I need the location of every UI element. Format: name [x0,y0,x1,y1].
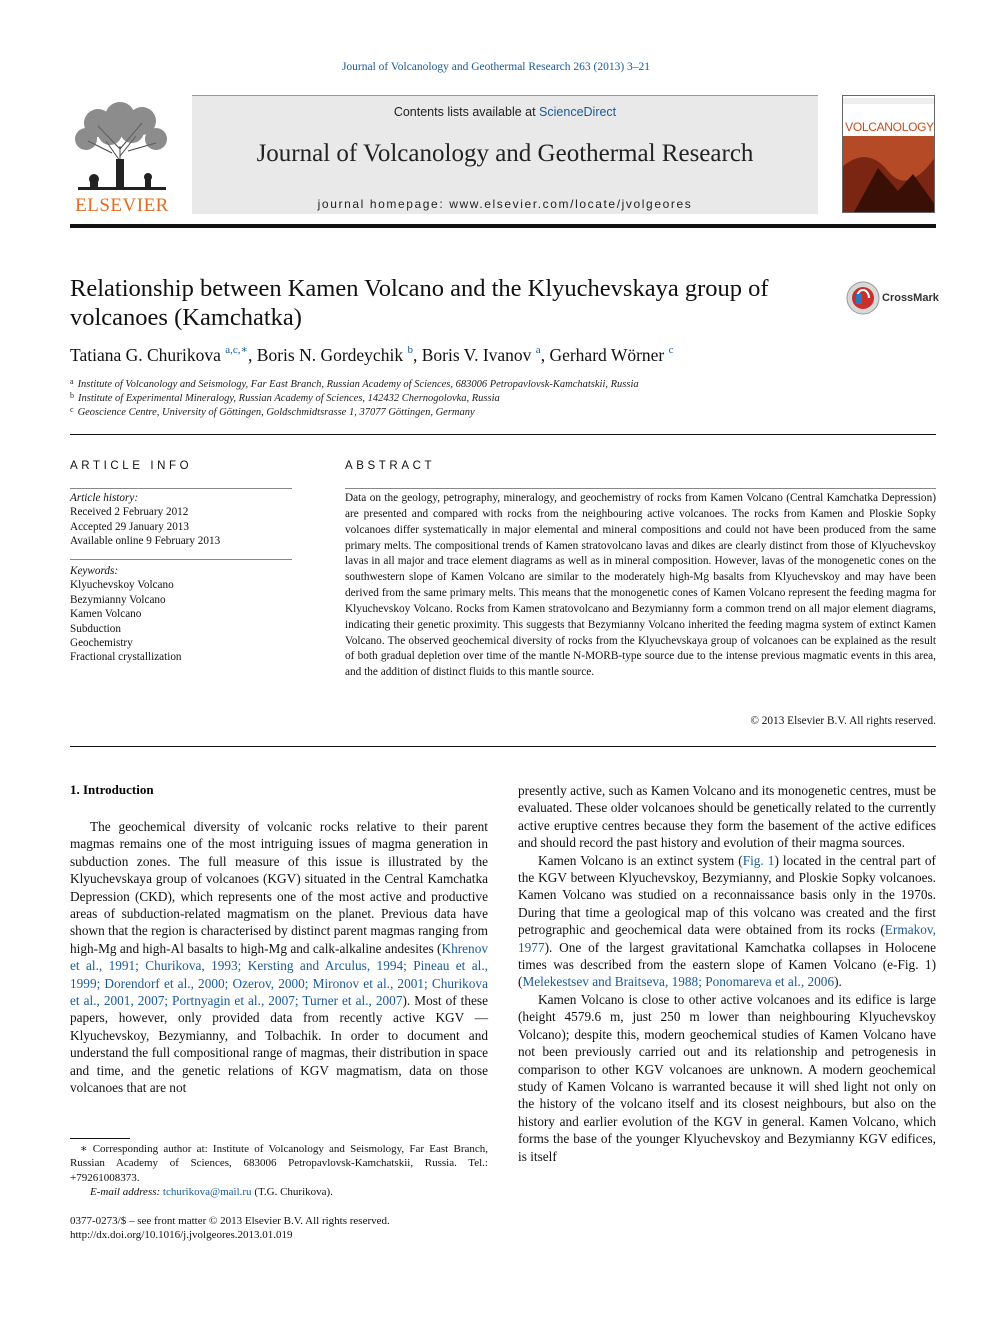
affiliation-marker: c [70,405,74,414]
affiliation-marker: b [70,391,74,400]
author-affiliation-marker[interactable]: a,c,∗ [225,344,249,356]
paragraph-text: ). One of the largest gravitational Kamchatka collapses in Holocene times was described from the eastern slope of Kamen Volcano (e-Fig. 1) ( [518,939,936,990]
keyword-item: Kamen Volcano [70,608,142,621]
affiliation-marker: a [70,377,74,386]
affiliation-text: Institute of Experimental Mineralogy, Russian Academy of Sciences, 142432 Chernogolovka, Russia [78,393,500,404]
article-info-divider [70,488,292,489]
intro-paragraph [70,818,488,1097]
keyword-item: Geochemistry [70,637,133,650]
article-info-heading: ARTICLE INFO [70,460,193,472]
intro-right-column [518,782,936,1165]
history-accepted: Accepted 29 January 2013 [70,520,189,533]
abstract-text: Data on the geology, petrography, mineralogy, and geochemistry of rocks from Kamen Volcano (Central Kamchatka Depression) are presented and compared with rocks from the neighbouring active volcanoes. The rocks from Kamen and Ploskie Sopky volcanoes differ systematically in major elemental and mineral compositions and could not have been produced from the same primary melts. The compositional trends of Kamen stratovolcano lavas and dikes are clearly distinct from those of Klyuchevskoy lavas in all major and trace element diagrams as well as in mineral composition. However, lavas of the monogenetic cones on the southwestern slope of Kamen Volcano are similar to the moderately high-Mg basalts from Klyuchevskoy and may have been derived from the same primary melts. This means that the monogenetic cones of Kamen Volcano represent the feeding magma for Klyuchevskoy Volcano. Rocks from Kamen stratovolcano and Bezymianny form a common trend on all major element diagrams, indicating their genetic proximity. This suggests that Bezymianny Volcano inherited the feeding magma system of extinct Kamen Volcano. The observed geochemical diversity of rocks from the Klyuchevskaya group of volcanoes can be explained as the result of both gradual depletion over time of the mantle N-MORB-type source due to the intense previous magmatic events in this area, and the addition of distinct fluids to this mantle source. [345,492,936,679]
affiliation-b [70,391,936,404]
doi-link[interactable]: http://dx.doi.org/10.1016/j.jvolgeores.2013.01.019 [70,1229,293,1241]
footnote-rule [70,1138,130,1139]
elsevier-wordmark: ELSEVIER [75,195,169,216]
contents-prefix: Contents lists available at [393,105,540,119]
abstract-heading: ABSTRACT [345,460,436,472]
affiliation-c [70,405,936,418]
journal-cover-thumbnail[interactable] [842,95,935,213]
author-name[interactable]: Boris V. Ivanov [421,345,532,365]
history-label: Article history: [70,492,139,504]
keywords-divider [70,559,292,560]
abstract-copyright: © 2013 Elsevier B.V. All rights reserved. [750,715,936,727]
paragraph-text: ) located in the central part of the KGV between Klyuchevskoy, Bezymianny, and Ploskie Sopky volcanoes. Kamen Volcano was studied on a reconnaissance basis only in the 1970s. During that time a geological map of this volcano was created and the first petrographic and geochemical data were obtained from its rocks ( [518,852,936,938]
journal-title: Journal of Volcanology and Geothermal Research [256,140,754,167]
keywords-label: Keywords: [70,565,119,577]
email-label: E-mail address: [90,1185,161,1198]
keyword-item: Subduction [70,622,121,635]
email-suffix: (T.G. Churikova). [251,1185,333,1198]
author-list: Tatiana G. Churikova $^{a,c,∗}$, Boris N. Gordeychik $^b$, Boris V. Ivanov $^a$, Gerhard Wörner $^c$ [70,344,674,365]
cover-title: VOLCANOLOGY [845,120,934,134]
history-received: Received 2 February 2012 [70,506,189,519]
author-name[interactable]: Tatiana G. Churikova [70,345,221,365]
author-name[interactable]: Gerhard Wörner [549,345,665,365]
journal-reference-link[interactable]: Journal of Volcanology and Geothermal Research 263 (2013) 3–21 [341,61,651,73]
front-matter-note: 0377-0273/$ – see front matter © 2013 Elsevier B.V. All rights reserved. [70,1215,390,1227]
intro-left-column [70,818,488,1097]
section-heading-introduction: 1. Introduction [70,782,154,797]
crossmark-label[interactable]: CrossMark [882,292,939,304]
history-online: Available online 9 February 2013 [70,535,221,548]
author-name[interactable]: Boris N. Gordeychik [256,345,404,365]
author-affiliation-marker[interactable]: b [407,344,413,356]
email-link[interactable]: tchurikova@mail.ru [162,1185,252,1198]
paragraph-text: ). Most of these papers, however, only provided data from recently active KGV — Klyuchevskoy, Bezymianny, and Tolbachik. In order to document and understand the full compositional range of magmas, their distribution in space and time, and the genetic relations of KGV magmatism, data on those volcanoes that are not [70,993,488,1096]
footnote-text: ∗ Corresponding author at: Institute of Volcanology and Seismology, Far East Branch, Russian Academy of Sciences, 683006 Petropavlovsk-Kamchatskii, Russia. Tel.: +79261008373. [70,1143,488,1184]
journal-homepage[interactable]: journal homepage: www.elsevier.com/locate/jvolgeores [317,197,693,211]
contents-availability [192,105,818,119]
affiliation-a [70,377,936,390]
affiliation-text: Institute of Volcanology and Seismology, Far East Branch, Russian Academy of Sciences, 683006 Petropavlovsk-Kamchatskii, Russia [77,379,639,390]
keywords-block [70,564,292,665]
masthead-divider [70,224,936,228]
author-affiliation-marker[interactable]: c [668,344,674,356]
article-title: Relationship between Kamen Volcano and the Klyuchevskaya group of volcanoes (Kamchatka) [70,275,769,331]
author-affiliation-marker[interactable]: a [535,344,541,356]
keyword-item: Klyuchevskoy Volcano [70,579,174,592]
footnote-email [70,1185,488,1199]
abstract-divider [345,488,936,489]
header-divider [70,434,936,435]
corresponding-author-footnote [70,1142,488,1199]
intro-paragraph [518,852,936,991]
keyword-item: Fractional crystallization [70,651,182,664]
paragraph-text: ). [834,974,842,990]
paragraph-text: Kamen Volcano is an extinct system ( [538,852,743,868]
citation-link[interactable]: Khrenov et al., 1991; Churikova, 1993; Kersting and Arculus, 1994; Pineau et al., 1999; Dorendorf et al., 2000; Ozerov, 2000; Mironov et al., 2001; Churikova et al., 2001, 2007; Portnyagin et al., 2007; Turner et al., 2007 [70,940,488,1009]
paragraph-text: The geochemical diversity of volcanic rocks relative to their parent magmas remains one of the most intriguing issues of magma generation in subduction zones. The full measure of this issue is illustrated by the Klyuchevskaya group of volcanoes (KGV) situated in the Central Kamchatka Depression (CKD), which represents one of the most active and productive areas of subduction-related magmatism on the planet. Previous data have shown that the region is characterised by distinct parent magmas ranging from high-Mg and high-Al basalts to high-Mg and calk-alkaline andesites ( [70,819,488,956]
intro-paragraph: presently active, such as Kamen Volcano and its monogenetic centres, must be evaluated. These older volcanoes should be genetically related to the currently active eruptive centres because they form the basement of the active edifices and should record the past history and evolution of their magma sources. [518,783,936,851]
intro-paragraph: Kamen Volcano is close to other active volcanoes and its edifice is large (height 4579.6 m, just 250 m lower than neighbouring Klyuchevskoy Volcano); despite this, modern geochemical studies of Kamen Volcano have not been previously carried out and its relationship and petrogenesis in comparison to other KGV volcanoes are unknown. A modern geochemical study of Kamen Volcano is warranted because it will shed light not only on the history of the volcano itself and its closest neighbours, but also on the history and earlier evolution of the KGV in general. Kamen Volcano, which forms the base of the younger Klyuchevskoy and Bezymianny KGV edifices, is itself [518,991,936,1164]
abstract-bottom-divider [70,746,936,747]
keyword-item: Bezymianny Volcano [70,593,166,606]
figure-link[interactable]: Fig. 1 [742,852,775,868]
affiliation-text: Geoscience Centre, University of Göttingen, Goldschmidtsrasse 1, 37077 Göttingen, Germany [77,407,475,418]
sciencedirect-link[interactable]: ScienceDirect [539,105,617,119]
citation-link[interactable]: Ermakov, 1977 [518,922,936,955]
citation-link[interactable]: Melekestsev and Braitseva, 1988; Ponomareva et al., 2006 [522,974,835,990]
article-history [70,491,292,549]
